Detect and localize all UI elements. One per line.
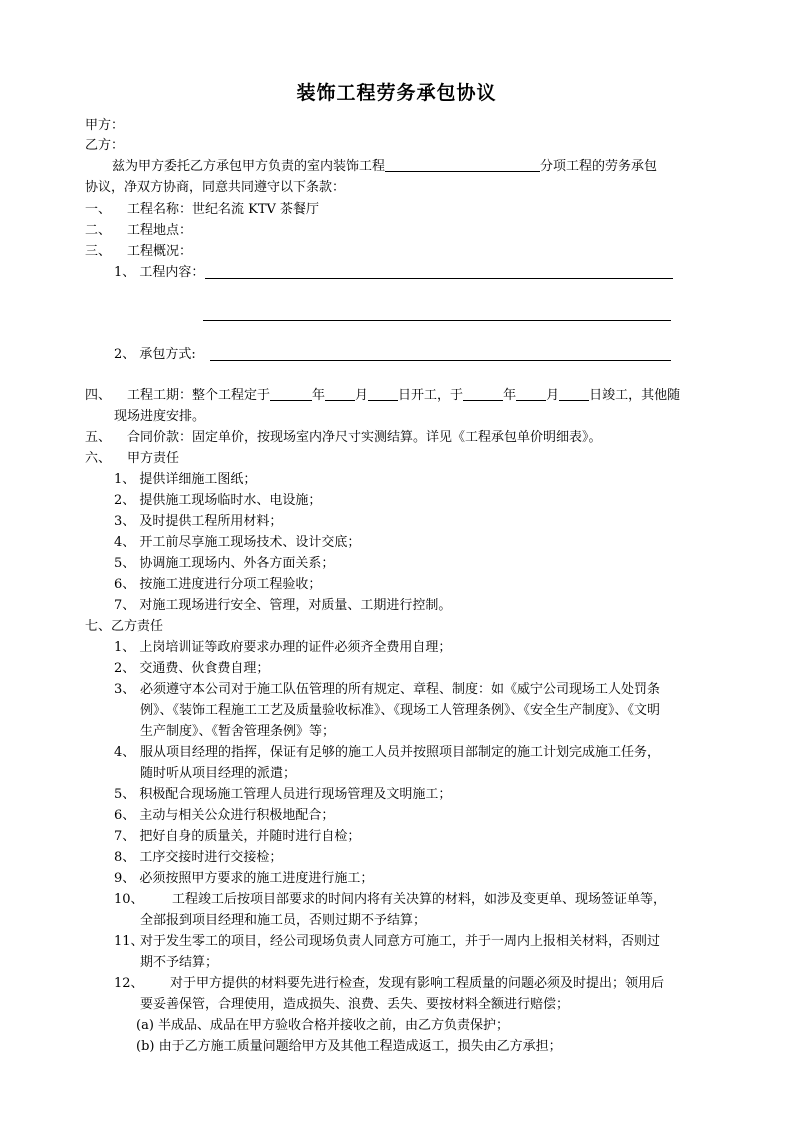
list-item: 6、 按施工进度进行分项工程验收； [114,577,322,592]
list-item: 2、 提供施工现场临时水、电设施； [114,493,322,508]
item-4-number: 4、 [114,745,136,760]
item-10-line-2: 全部报到项目经理和施工员，否则过期不予结算； [140,913,427,928]
section-2-number: 二、 [85,223,112,238]
intro-line-2: 协议，净双方协商，同意共同遵守以下条款： [85,180,346,195]
section-3-item-1: 1、 工程内容： [114,265,205,280]
list-item: 7、 对施工现场进行安全、管理，对质量、工期进行控制。 [114,598,452,613]
section-5-text: 合同价款：固定单价，按现场室内净尺寸实测结算。详见《工程承包单价明细表》。 [127,430,602,445]
item-3-line-1: 必须遵守本公司对于施工队伍管理的所有规定、章程、制度：如《威宁公司现场工人处罚条 [140,682,661,697]
item-11-line-1: 对于发生零工的项目，经公司现场负责人同意方可施工，并于一周内上报相关材料，否则过 [140,934,661,949]
section-1-number: 一、 [85,202,112,217]
year-label-2: 年 [503,388,517,403]
section-3-item-2: 2、 承包方式: [114,347,196,362]
item-12-number: 12、 [114,976,144,991]
item-3-line-2: 例》、《装饰工程施工工艺及质量验收标准》、《现场工人管理条例》、《安全生产制度》、《文明 [140,703,661,718]
end-day-label: 日竣工，其他随 [589,388,681,403]
project-blank [385,158,540,172]
intro-text-a: 兹为甲方委托乙方承包甲方负责的室内装饰工程 [112,159,386,174]
item-4-line-1: 服从项目经理的指挥，保证有足够的施工人员并按照项目部制定的施工计划完成施工任务， [140,745,661,760]
work-content-line-1 [205,278,673,279]
list-item: 3、 及时提供工程所用材料； [114,514,283,529]
contract-mode-line [210,360,671,361]
list-item: 8、 工序交接时进行交接检； [114,850,283,865]
party-b-label: 乙方： [85,138,125,153]
party-a-label: 甲方： [85,118,125,133]
item-3-line-3: 生产制度》、《暂舍管理条例》等； [140,724,336,739]
intro-line-1 [112,158,657,176]
list-item: 2、 交通费、伙食费自理； [114,661,270,676]
item-11-number: 11、 [114,934,144,949]
item-12-sub-a: (a) 半成品、成品在甲方验收合格并接收之前，由乙方负责保护； [136,1018,510,1033]
list-item: 9、 必须按照甲方要求的施工进度进行施工； [114,871,374,886]
item-4-line-2: 随时听从项目经理的派遣； [140,766,297,781]
section-4-line-1 [127,387,680,405]
item-11-line-2: 期不予结算； [140,955,219,970]
section-4-number: 四、 [85,388,112,403]
month-label: 月 [355,388,369,403]
document-title: 装饰工程劳务承包协议 [296,82,497,104]
section-4-line-2: 现场进度安排。 [114,409,206,424]
section-5-number: 五、 [85,430,112,445]
section-2-text: 工程地点： [127,223,193,238]
schedule-text: 工程工期：整个工程定于 [127,388,271,403]
item-12-line-2: 要妥善保管，合理使用，造成损失、浪费、丢失、要按材料全额进行赔偿； [140,997,570,1012]
item-10-number: 10、 [114,892,144,907]
item-10-line-1: 工程竣工后按项目部要求的时间内将有关决算的材料，如涉及变更单、现场签证单等， [172,892,667,907]
start-year-blank [270,387,312,401]
list-item: 7、 把好自身的质量关，并随时进行自检； [114,829,361,844]
work-content-line-2 [203,320,671,321]
section-3-text: 工程概况： [127,244,193,259]
list-item: 6、 主动与相关公众进行积极地配合； [114,808,335,823]
list-item: 4、 开工前尽享施工现场技术、设计交底； [114,535,361,550]
list-item: 5、 积极配合现场施工管理人员进行现场管理及文明施工； [114,787,452,802]
list-item: 1、 上岗培训证等政府要求办理的证件必须齐全费用自理； [114,640,452,655]
start-month-blank [325,387,355,401]
start-day-label: 日开工，于 [398,388,464,403]
intro-text-b: 分项工程的劳务承包 [540,159,658,174]
item-12-sub-b: (b) 由于乙方施工质量问题给甲方及其他工程造成返工，损失由乙方承担； [136,1039,562,1054]
end-month-blank [516,387,546,401]
section-6-number: 六、 [85,451,112,466]
year-label: 年 [312,388,326,403]
list-item: 5、 协调施工现场内、外各方面关系； [114,556,335,571]
end-year-blank [463,387,503,401]
section-6-text: 甲方责任 [127,451,180,466]
item-12-line-1: 对于甲方提供的材料要先进行检查，发现有影响工程质量的问题必须及时提出；领用后 [170,976,665,991]
month-label-2: 月 [546,388,560,403]
end-day-blank [559,387,589,401]
list-item: 1、 提供详细施工图纸； [114,472,257,487]
section-3-number: 三、 [85,244,112,259]
section-1-text: 工程名称：世纪名流 KTV 茶餐厅 [127,202,320,217]
item-3-number: 3、 [114,682,136,697]
start-day-blank [368,387,398,401]
section-7-heading: 七、乙方责任 [85,619,164,634]
